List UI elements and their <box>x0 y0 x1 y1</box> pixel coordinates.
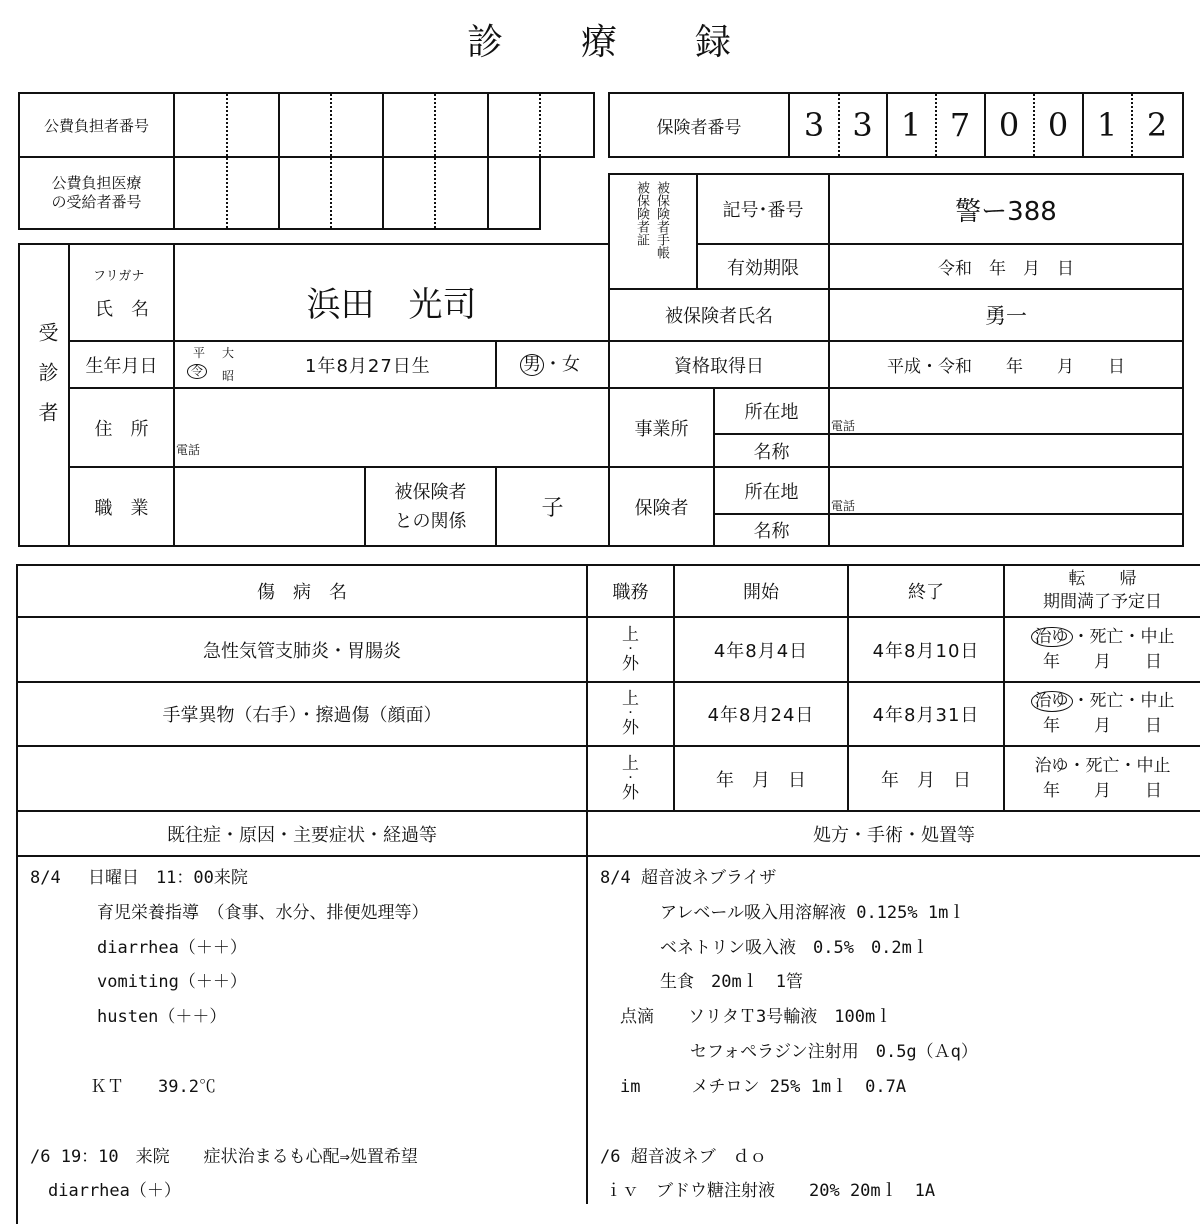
relation-label <box>366 468 495 545</box>
outcome-cured: 治ゆ <box>1034 755 1069 776</box>
duty-dot: ・ <box>625 643 636 655</box>
history-line: husten（＋＋） <box>97 1007 227 1027</box>
public-recipient-label-line1: 公費負担医療 <box>51 174 142 192</box>
diagnosis-header-start: 開始 <box>743 582 779 603</box>
era-showa: 昭 <box>222 369 235 383</box>
birth-date-value: 1年8月27日生 <box>305 356 431 377</box>
insurer-digit-3: 1 <box>900 106 922 144</box>
insurer-phone-label: 電話 <box>831 499 856 513</box>
diagnosis-header-outcome <box>1005 566 1200 616</box>
diagnosis-row-1-outcome <box>1005 618 1200 681</box>
treatment-line: /6 超音波ネブ ｄｏ <box>600 1147 767 1167</box>
history-line: diarrhea（＋＋） <box>97 938 247 958</box>
era-heisei: 平 <box>193 346 206 360</box>
diagnosis-row-2-start: 4年8月24日 <box>707 705 815 726</box>
diagnosis-row-1-start: 4年8月4日 <box>713 640 809 662</box>
history-line: 育児栄養指導 （食事、水分、排便処理等） <box>97 903 429 923</box>
relation-value: 子 <box>541 496 564 521</box>
insured-name-value: 勇一 <box>985 304 1027 328</box>
insurer-label: 保険者 <box>634 497 689 519</box>
public-recipient-label-line2: の受給者番号 <box>51 193 142 211</box>
insurer-number-label: 保険者番号 <box>656 117 742 138</box>
insured-notebook-vertical-label: 被保険者手帳 <box>654 181 669 259</box>
office-name-label: 名称 <box>753 441 790 463</box>
symbol-number-label: 記号･番号 <box>722 200 804 221</box>
public-recipient-label <box>20 158 173 228</box>
validity-value: 令和 年 月 日 <box>938 259 1074 279</box>
diagnosis-row-3-end: 年 月 日 <box>881 769 971 791</box>
outcome-rest: ・死亡・中止 <box>1072 691 1175 711</box>
diagnosis-row-3-name <box>18 747 586 810</box>
treatment-line: アレベール吸入用溶解液 0.125% 1mｌ <box>660 903 966 923</box>
duty-upper: 上 <box>622 624 639 645</box>
era-reiwa-circled <box>187 364 207 379</box>
treatment-line: ベネトリン吸入液 0.5% 0.2mｌ <box>660 938 929 958</box>
diagnosis-header-duty: 職務 <box>612 582 649 603</box>
outcome-date: 年 月 日 <box>1043 716 1162 736</box>
treatment-line: 生食 20mｌ 1管 <box>660 972 803 992</box>
diagnosis-row-2-end: 4年8月31日 <box>872 705 980 726</box>
outcome-rest: ・死亡・中止 <box>1072 626 1175 647</box>
diagnosis-row-1-end: 4年8月10日 <box>872 640 980 662</box>
treatment-line: 点滴 ソリタＴ3号輸液 100mｌ <box>620 1007 893 1027</box>
history-line: 8/4 日曜日 11：00来院 <box>30 868 248 888</box>
office-label: 事業所 <box>634 418 689 440</box>
diagnosis-row-2-name: 手掌異物（右手）・擦過傷（顔面） <box>162 705 442 726</box>
treatment-line: 8/4 超音波ネブライザ <box>600 868 777 888</box>
insurer-digit-7: 1 <box>1096 106 1118 144</box>
treatment-line: ｉｖ ブドウ糖注射液 20% 20mｌ 1A <box>605 1181 936 1201</box>
duty-dot: ・ <box>625 708 636 719</box>
diagnosis-header-name: 傷 病 名 <box>257 582 347 603</box>
insurer-location-label: 所在地 <box>744 481 799 503</box>
office-phone-label: 電話 <box>831 419 856 433</box>
treatment-header: 処方・手術・処置等 <box>813 824 975 846</box>
treatment-line: im メチロン 25% 1mｌ 0.7A <box>620 1077 907 1097</box>
insurer-digit-4: 7 <box>949 106 971 144</box>
sex-female: 女 <box>562 354 580 375</box>
outcome-cured-circled: 治ゆ <box>1031 627 1073 648</box>
outcome-rest: ・死亡・中止 <box>1068 755 1171 776</box>
history-header: 既往症・原因・主要症状・経過等 <box>167 824 437 846</box>
outcome-header-line1: 転 帰 <box>1068 569 1137 589</box>
diagnosis-row-3-duty <box>588 747 673 810</box>
qualification-value: 平成・令和 年 月 日 <box>887 357 1125 377</box>
duty-dot: ・ <box>625 772 636 784</box>
duty-upper: 上 <box>622 689 639 709</box>
history-line: vomiting（＋＋） <box>97 972 247 992</box>
address-label: 住 所 <box>94 418 149 440</box>
outcome-date: 年 月 日 <box>1043 780 1162 801</box>
era-taisho: 大 <box>222 346 235 360</box>
outcome-date: 年 月 日 <box>1043 651 1162 672</box>
relation-label-line1: 被保険者 <box>394 481 467 503</box>
sex-separator: ・ <box>544 354 562 375</box>
duty-upper: 上 <box>622 753 639 774</box>
history-line: diarrhea（＋） <box>48 1181 181 1201</box>
era-reiwa: 令 <box>187 364 207 379</box>
symbol-number-value: 警ー388 <box>955 196 1057 227</box>
public-burden-number-label: 公費負担者番号 <box>43 116 149 135</box>
qualification-label: 資格取得日 <box>674 355 764 377</box>
insurer-digit-1: 3 <box>803 106 825 144</box>
patient-name-value: 浜田 光司 <box>306 284 477 325</box>
occupation-label: 職 業 <box>94 497 149 519</box>
diagnosis-row-3-start: 年 月 日 <box>716 769 806 791</box>
address-phone-label: 電話 <box>176 443 201 457</box>
diagnosis-row-1-duty <box>588 618 673 681</box>
outcome-header-line2: 期間満了予定日 <box>1043 592 1162 612</box>
insurer-digit-5: 0 <box>998 106 1020 144</box>
relation-label-line2: との関係 <box>394 510 467 532</box>
name-label: 氏 名 <box>95 299 149 320</box>
diagnosis-row-2-outcome <box>1005 683 1200 745</box>
sex-male-circled: 男 <box>520 354 544 376</box>
diagnosis-row-1-name: 急性気管支肺炎・胃腸炎 <box>203 640 401 662</box>
insurer-digit-2: 3 <box>852 106 873 144</box>
patient-side-label: 受診者 <box>35 322 59 442</box>
duty-outer: 外 <box>622 718 639 738</box>
insured-card-vertical-label: 被保険者証 <box>634 181 649 246</box>
diagnosis-row-3-outcome <box>1005 747 1200 810</box>
insured-name-label: 被保険者氏名 <box>665 306 773 327</box>
insurer-digit-6: 0 <box>1047 106 1069 144</box>
insurer-name-label: 名称 <box>753 521 790 542</box>
validity-label: 有効期限 <box>727 257 799 279</box>
office-location-label: 所在地 <box>744 402 799 423</box>
insurer-digit-8: 2 <box>1146 106 1168 144</box>
diagnosis-row-2-duty <box>588 683 673 745</box>
history-line: /6 19：10 来院 症状治まるも心配⇒処置希望 <box>30 1147 418 1167</box>
history-line: ＫＴ 39.2℃ <box>90 1077 216 1097</box>
diagnosis-header-end: 終了 <box>908 582 944 603</box>
furigana-label: フリガナ <box>93 269 145 284</box>
birth-date-label: 生年月日 <box>85 355 158 377</box>
sex-field <box>520 350 580 376</box>
treatment-line: セフォペラジン注射用 0.5g（Ａq） <box>690 1042 978 1062</box>
duty-outer: 外 <box>622 653 639 674</box>
outcome-cured-circled: 治ゆ <box>1031 691 1073 712</box>
page-title: 診 療 録 <box>466 21 733 63</box>
duty-outer: 外 <box>622 782 639 803</box>
